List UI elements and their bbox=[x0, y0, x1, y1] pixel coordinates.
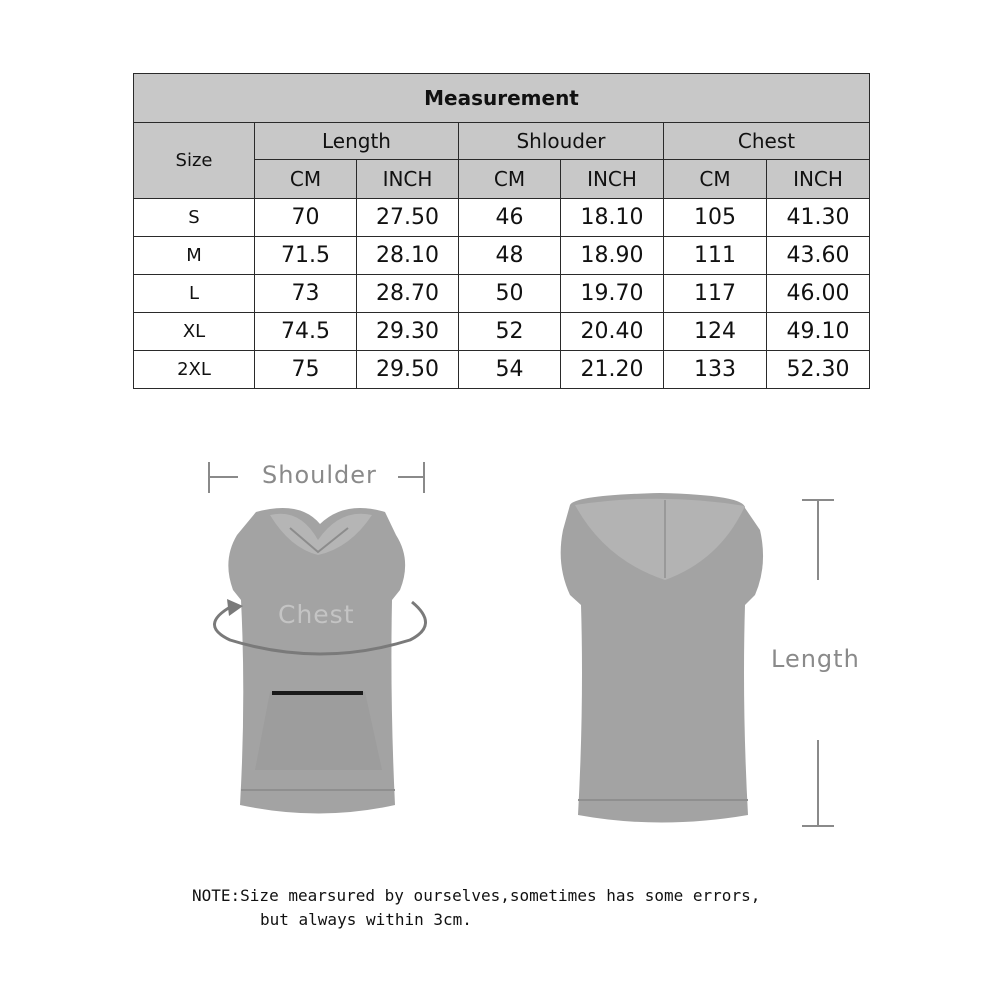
table-cell: 41.30 bbox=[767, 199, 870, 237]
table-cell: 75 bbox=[255, 351, 357, 389]
table-cell: 70 bbox=[255, 199, 357, 237]
table-cell: 48 bbox=[459, 237, 561, 275]
table-cell: 28.10 bbox=[357, 237, 459, 275]
table-cell: 74.5 bbox=[255, 313, 357, 351]
back-hoodie-image bbox=[561, 493, 763, 823]
table-cell: 29.30 bbox=[357, 313, 459, 351]
length-label: Length bbox=[771, 645, 860, 673]
front-hoodie-image bbox=[228, 508, 405, 814]
size-cell: M bbox=[134, 237, 255, 275]
size-cell: S bbox=[134, 199, 255, 237]
unit-header: INCH bbox=[357, 160, 459, 199]
size-cell: XL bbox=[134, 313, 255, 351]
group-header-length: Length bbox=[255, 123, 459, 160]
unit-header: INCH bbox=[767, 160, 870, 199]
table-cell: 46 bbox=[459, 199, 561, 237]
table-cell: 117 bbox=[664, 275, 767, 313]
table-cell: 28.70 bbox=[357, 275, 459, 313]
table-cell: 27.50 bbox=[357, 199, 459, 237]
note-line-2: but always within 3cm. bbox=[260, 910, 472, 929]
unit-header: CM bbox=[255, 160, 357, 199]
table-cell: 18.10 bbox=[561, 199, 664, 237]
table-cell: 50 bbox=[459, 275, 561, 313]
table-cell: 54 bbox=[459, 351, 561, 389]
table-cell: 71.5 bbox=[255, 237, 357, 275]
table-cell: 52 bbox=[459, 313, 561, 351]
table-cell: 19.70 bbox=[561, 275, 664, 313]
table-cell: 133 bbox=[664, 351, 767, 389]
group-header-chest: Chest bbox=[664, 123, 870, 160]
unit-header: INCH bbox=[561, 160, 664, 199]
table-cell: 111 bbox=[664, 237, 767, 275]
size-header: Size bbox=[134, 123, 255, 199]
kangaroo-pocket bbox=[255, 692, 382, 770]
table-cell: 46.00 bbox=[767, 275, 870, 313]
table-cell: 49.10 bbox=[767, 313, 870, 351]
chest-label: Chest bbox=[278, 600, 355, 629]
size-cell: L bbox=[134, 275, 255, 313]
measurement-note bbox=[192, 884, 892, 932]
note-line-1: NOTE:Size mearsured by ourselves,sometimes has some errors, bbox=[192, 886, 761, 905]
table-cell: 18.90 bbox=[561, 237, 664, 275]
unit-header: CM bbox=[664, 160, 767, 199]
chest-arrow-head bbox=[227, 599, 243, 616]
table-cell: 43.60 bbox=[767, 237, 870, 275]
table-cell: 20.40 bbox=[561, 313, 664, 351]
table-cell: 52.30 bbox=[767, 351, 870, 389]
table-title: Measurement bbox=[134, 74, 870, 123]
group-header-shoulder: Shlouder bbox=[459, 123, 664, 160]
table-cell: 21.20 bbox=[561, 351, 664, 389]
shoulder-label: Shoulder bbox=[262, 461, 377, 489]
unit-header: CM bbox=[459, 160, 561, 199]
table-cell: 73 bbox=[255, 275, 357, 313]
size-cell: 2XL bbox=[134, 351, 255, 389]
table-cell: 29.50 bbox=[357, 351, 459, 389]
table-cell: 105 bbox=[664, 199, 767, 237]
table-cell: 124 bbox=[664, 313, 767, 351]
